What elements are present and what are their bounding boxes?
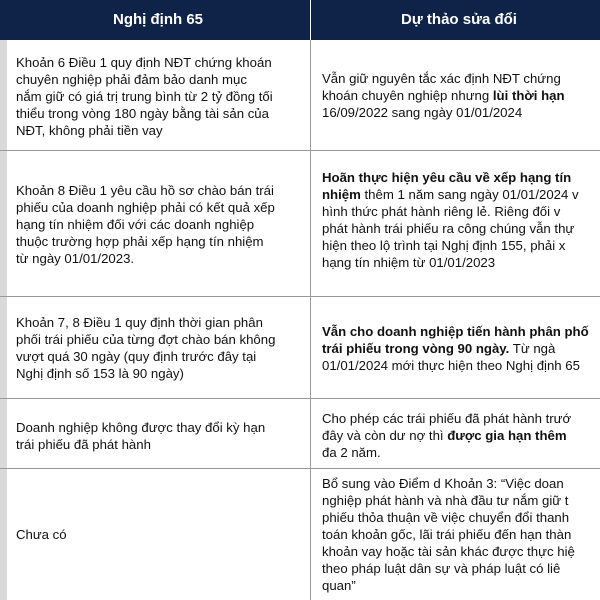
text-line <box>322 104 600 121</box>
text-run: hiện theo lộ trình tại Nghị định 155, phải x <box>322 238 566 253</box>
row-2-right-cell <box>322 169 600 271</box>
text-line: phối trái phiếu của từng đợt chào bán không <box>16 332 276 347</box>
text-run: theo pháp luật dân sự và pháp luật có liê <box>322 561 561 576</box>
text-line: Khoản 6 Điều 1 quy định NĐT chứng khoán <box>16 55 272 70</box>
text-line <box>322 340 600 357</box>
text-run: Cho phép các trái phiếu đã phát hành trướ <box>322 411 572 426</box>
text-line <box>322 87 600 104</box>
text-line: Khoản 7, 8 Điều 1 quy định thời gian phân <box>16 315 263 330</box>
text-line: Doanh nghiệp không được thay đổi kỳ hạn <box>16 420 266 435</box>
row-1-right-cell <box>322 70 600 121</box>
text-line: NĐT, không phải tiền vay <box>16 123 163 138</box>
text-line <box>322 220 600 237</box>
row-divider <box>0 468 600 469</box>
table-header <box>0 0 600 40</box>
row-3-right-cell <box>322 323 600 374</box>
text-line <box>322 169 600 186</box>
text-line: hạng tín nhiệm đối với các doanh nghiệp <box>16 217 255 232</box>
text-line <box>322 357 600 374</box>
text-line <box>322 526 600 543</box>
row-divider <box>0 296 600 297</box>
text-run: quan” <box>322 578 356 593</box>
text-line <box>322 543 600 560</box>
text-line <box>322 70 600 87</box>
bold-text-run: nhiệm <box>322 187 361 202</box>
text-run: khoán chuyên nghiệp nhưng <box>322 88 493 103</box>
bold-text-run: Vẫn cho doanh nghiệp tiến hành phân phố <box>322 324 589 339</box>
text-line <box>322 492 600 509</box>
text-line: Nghị định số 153 là 90 ngày) <box>16 366 184 381</box>
text-run: Từ ngà <box>509 341 556 356</box>
text-line <box>322 237 600 254</box>
bold-text-run: được gia hạn thêm <box>447 428 567 443</box>
bold-text-run: Hoãn thực hiện yêu cầu về xếp hạng tín <box>322 170 572 185</box>
text-line <box>322 475 600 492</box>
text-run: phiếu thỏa thuận về việc chuyển đổi thanh <box>322 510 570 525</box>
text-line: chuyên nghiệp phải đảm bảo danh mục <box>16 72 247 87</box>
row-3-left-cell <box>16 314 306 382</box>
text-line: thuộc trường hợp phải xếp hạng tín nhiệm <box>16 234 264 249</box>
text-run: nghiệp phát hành và nhà đầu tư nắm giữ t <box>322 493 569 508</box>
text-run: phát hành trái phiếu ra công chúng vẫn thự <box>322 221 575 236</box>
text-line <box>322 427 600 444</box>
text-line: trái phiếu đã phát hành <box>16 437 151 452</box>
text-line <box>322 444 600 461</box>
text-run: 16/09/2022 sang ngày 01/01/2024 <box>322 105 523 120</box>
bold-text-run: lùi thời hạn <box>492 88 565 103</box>
text-line <box>322 410 600 427</box>
row-5-right-cell <box>322 475 600 594</box>
text-run: Vẫn giữ nguyên tắc xác định NĐT chứng <box>322 71 561 86</box>
text-line <box>322 560 600 577</box>
left-edge-stripe <box>0 40 7 600</box>
text-run: đây và còn dư nợ thì <box>322 428 448 443</box>
text-line: Khoản 8 Điều 1 yêu cầu hồ sơ chào bán trái <box>16 183 274 198</box>
text-line <box>322 323 600 340</box>
text-line: nắm giữ có giá trị trung bình từ 2 tỷ đồng tối <box>16 89 273 104</box>
text-line <box>322 186 600 203</box>
row-5-left-cell <box>16 526 306 543</box>
row-4-left-cell <box>16 419 306 453</box>
text-run: Bổ sung vào Điểm d Khoản 3: “Việc doan <box>322 476 564 491</box>
text-run: hình thức phát hành riêng lẻ. Riêng đối v <box>322 204 561 219</box>
text-run: 01/01/2024 mới thực hiện theo Nghị định 65 <box>322 358 580 373</box>
text-line <box>322 254 600 271</box>
text-line: thiểu trong vòng 180 ngày bằng tài sản của <box>16 106 269 121</box>
row-4-right-cell <box>322 410 600 461</box>
text-run: khoản vay hoặc tài sản khác được thực hiệ <box>322 544 575 559</box>
text-line <box>322 509 600 526</box>
text-run: toán khoản gốc, lãi trái phiếu đến hạn thàn <box>322 527 572 542</box>
row-2-left-cell <box>16 182 306 267</box>
text-line: từ ngày 01/01/2023. <box>16 251 135 266</box>
row-1-left-cell <box>16 54 306 139</box>
text-run: thêm 1 năm sang ngày 01/01/2024 v <box>360 187 579 202</box>
text-line <box>322 203 600 220</box>
row-divider <box>0 398 600 399</box>
text-run: đa 2 năm. <box>322 445 381 460</box>
header-du-thao-sua-doi: Dự thảo sửa đổi <box>401 11 517 28</box>
text-run: hạng tín nhiệm từ 01/01/2023 <box>322 255 496 270</box>
text-line: vượt quá 30 ngày (quy định trước đây tại <box>16 349 257 364</box>
text-line <box>322 577 600 594</box>
column-divider <box>310 40 311 600</box>
text-line: phiếu của doanh nghiệp phải có kết quả xếp <box>16 200 275 215</box>
bold-text-run: trái phiếu trong vòng 90 ngày. <box>322 341 510 356</box>
header-divider <box>310 0 311 40</box>
row-divider <box>0 150 600 151</box>
header-nghi-dinh-65: Nghị định 65 <box>113 11 203 28</box>
text-line: Chưa có <box>16 527 67 542</box>
